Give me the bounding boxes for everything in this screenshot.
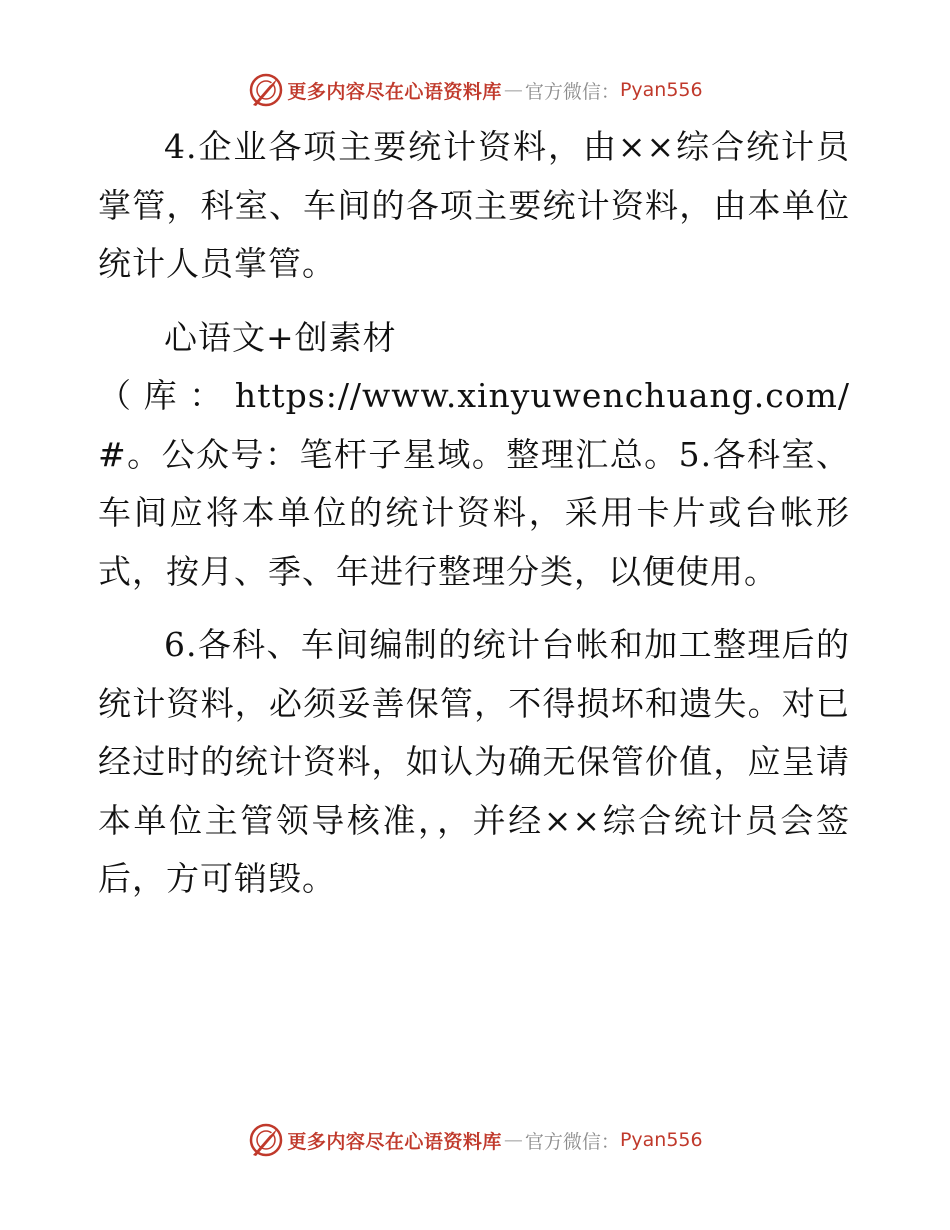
paragraph-4: 4.企业各项主要统计资料，由××综合统计员掌管，科室、车间的各项主要统计资料，由本单位统计人员掌管。	[98, 127, 850, 283]
footer-slogan: 更多内容尽在心语资料库	[287, 1130, 502, 1153]
footer-wechat-label: 官方微信：	[524, 1130, 620, 1153]
document-body	[98, 118, 850, 924]
header-wechat-label: 官方微信：	[524, 80, 620, 103]
paragraph-6: 6.各科、车间编制的统计台帐和加工整理后的统计资料，必须妥善保管，不得损坏和遗失。对已经过时的统计资料，如认为确无保管价值，应呈请本单位主管领导核准，，并经××综合统计员会签后，方可销毁。	[98, 625, 850, 898]
footer-banner	[0, 1120, 950, 1160]
paragraph-5: （库：https://www.xinyuwenchuang.com/#。公众号：笔杆子星域。整理汇总。5.各科室、车间应将本单位的统计资料，采用卡片或台帐形式，按月、季、年进行整理分类，以便使用。	[98, 376, 850, 591]
footer-wechat-id: Pyan556	[619, 1129, 703, 1151]
header-banner	[0, 70, 950, 110]
paragraph-library-title: 心语文+创素材	[164, 317, 397, 357]
footer-dash: —	[503, 1129, 523, 1151]
header-wechat-id: Pyan556	[619, 79, 703, 101]
header-dash: —	[503, 79, 523, 101]
header-slogan: 更多内容尽在心语资料库	[287, 80, 502, 103]
pen-circle-logo-icon	[247, 1121, 285, 1159]
pen-circle-logo-icon	[247, 71, 285, 109]
